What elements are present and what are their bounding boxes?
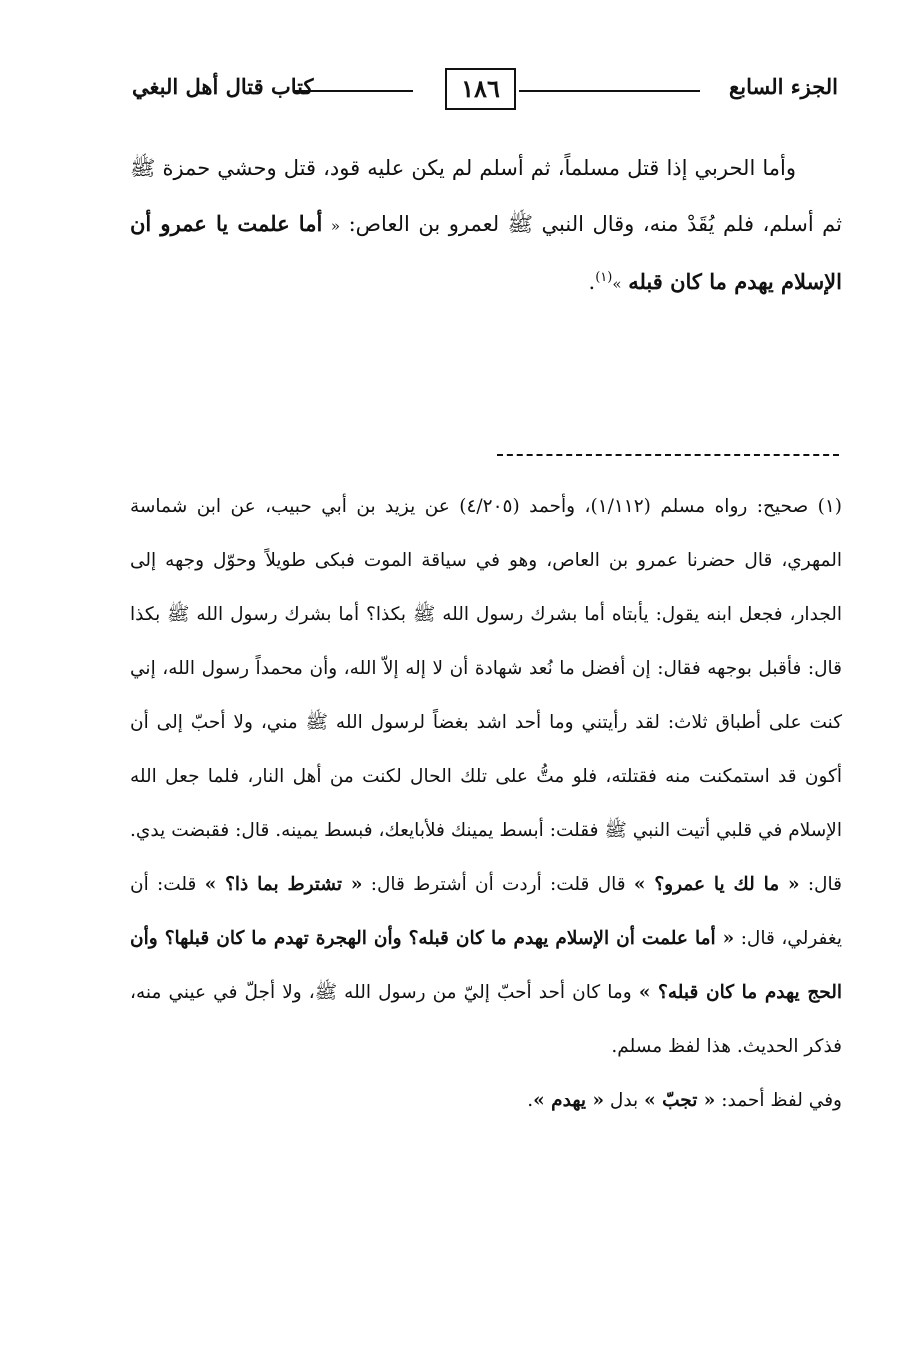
footnotes: [130, 480, 842, 1128]
variant-connector: بدل: [609, 1090, 639, 1111]
header-rule-right: [519, 90, 700, 92]
paragraph-text: وأما الحربي إذا قتل مسلماً، ثم أسلم لم يكن عليه قود، قتل وحشي حمزة ﷺ ثم أسلم، فلم يُقَدْ منه، وقال النبي ﷺ لعمرو بن العاص:: [130, 156, 843, 236]
paragraph-end: .: [588, 270, 596, 294]
running-header: [132, 68, 838, 116]
footnote-ref: (١): [595, 270, 613, 285]
footnote-variant: [130, 1074, 842, 1128]
footnote-text-4: وما كان أحد أحبّ إليّ من رسول الله ﷺ، ولا أجلّ في عيني منه، فذكر الحديث. هذا لفظ مسلم.: [130, 982, 842, 1057]
variant-word-2: « يهدم »: [533, 1090, 605, 1111]
book-title: كتاب قتال أهل البغي: [132, 74, 314, 99]
footnote-quote-2: « تشترط بما ذا؟ »: [204, 874, 363, 895]
volume-label: الجزء السابع: [729, 74, 838, 99]
page-number: ١٨٦: [445, 68, 516, 110]
footnote-quote-3: « أما علمت أن الإسلام يهدم ما كان قبله؟ وأن الهجرة تهدم ما كان قبلها؟ وأن الحج يهدم ما كان قبله؟ »: [130, 928, 842, 1003]
variant-intro: وفي لفظ أحمد:: [721, 1090, 842, 1111]
footnote-separator: [497, 454, 839, 456]
main-paragraph: [130, 140, 842, 312]
footnote-text-2: قال قلت: أردت أن أشترط قال:: [370, 874, 626, 895]
close-quote: »: [612, 275, 622, 293]
footnote-1: [130, 480, 842, 1074]
open-quote: «: [330, 217, 341, 235]
variant-word-1: « تجبّ »: [644, 1090, 716, 1111]
footnote-text: (١) صحيح: رواه مسلم (١/١١٢)، وأحمد (٤/٢٠٥) عن يزيد بن أبي حبيب، عن ابن شماسة المهري، قال حضرنا عمرو بن العاص، وهو في سياقة الموت فبكى طويلاً وحوّل وجهه إلى الجدار، فجعل ابنه يقول: يأبتاه أما بشرك رسول الله ﷺ بكذا؟ أما بشرك رسول الله ﷺ بكذا قال: فأقبل بوجهه فقال: إن أفضل ما نُعد شهادة أن لا إله إلاّ الله، وأن محمداً رسول الله، إني كنت على أطباق ثلاث: لقد رأيتني وما أحد اشد بغضاً لرسول الله ﷺ مني، ولا أحبّ إلى أن أكون قد استمكنت منه فقتلته، فلو متُّ على تلك الحال لكنت من أهل النار، فلما جعل الله الإسلام في قلبي أتيت النبي ﷺ فقلت: أبسط يمينك فلأبايعك، فبسط يمينه. قال: فقبضت يدي. قال:: [130, 496, 842, 895]
hadith-quote: أما علمت يا عمرو أن الإسلام يهدم ما كان قبله: [130, 211, 842, 294]
footnote-quote-1: « ما لك يا عمرو؟ »: [633, 874, 800, 895]
variant-end: .: [527, 1090, 534, 1111]
main-text: [130, 140, 842, 312]
footnote-text-3: قلت: أن يغفرلي، قال:: [130, 874, 842, 949]
